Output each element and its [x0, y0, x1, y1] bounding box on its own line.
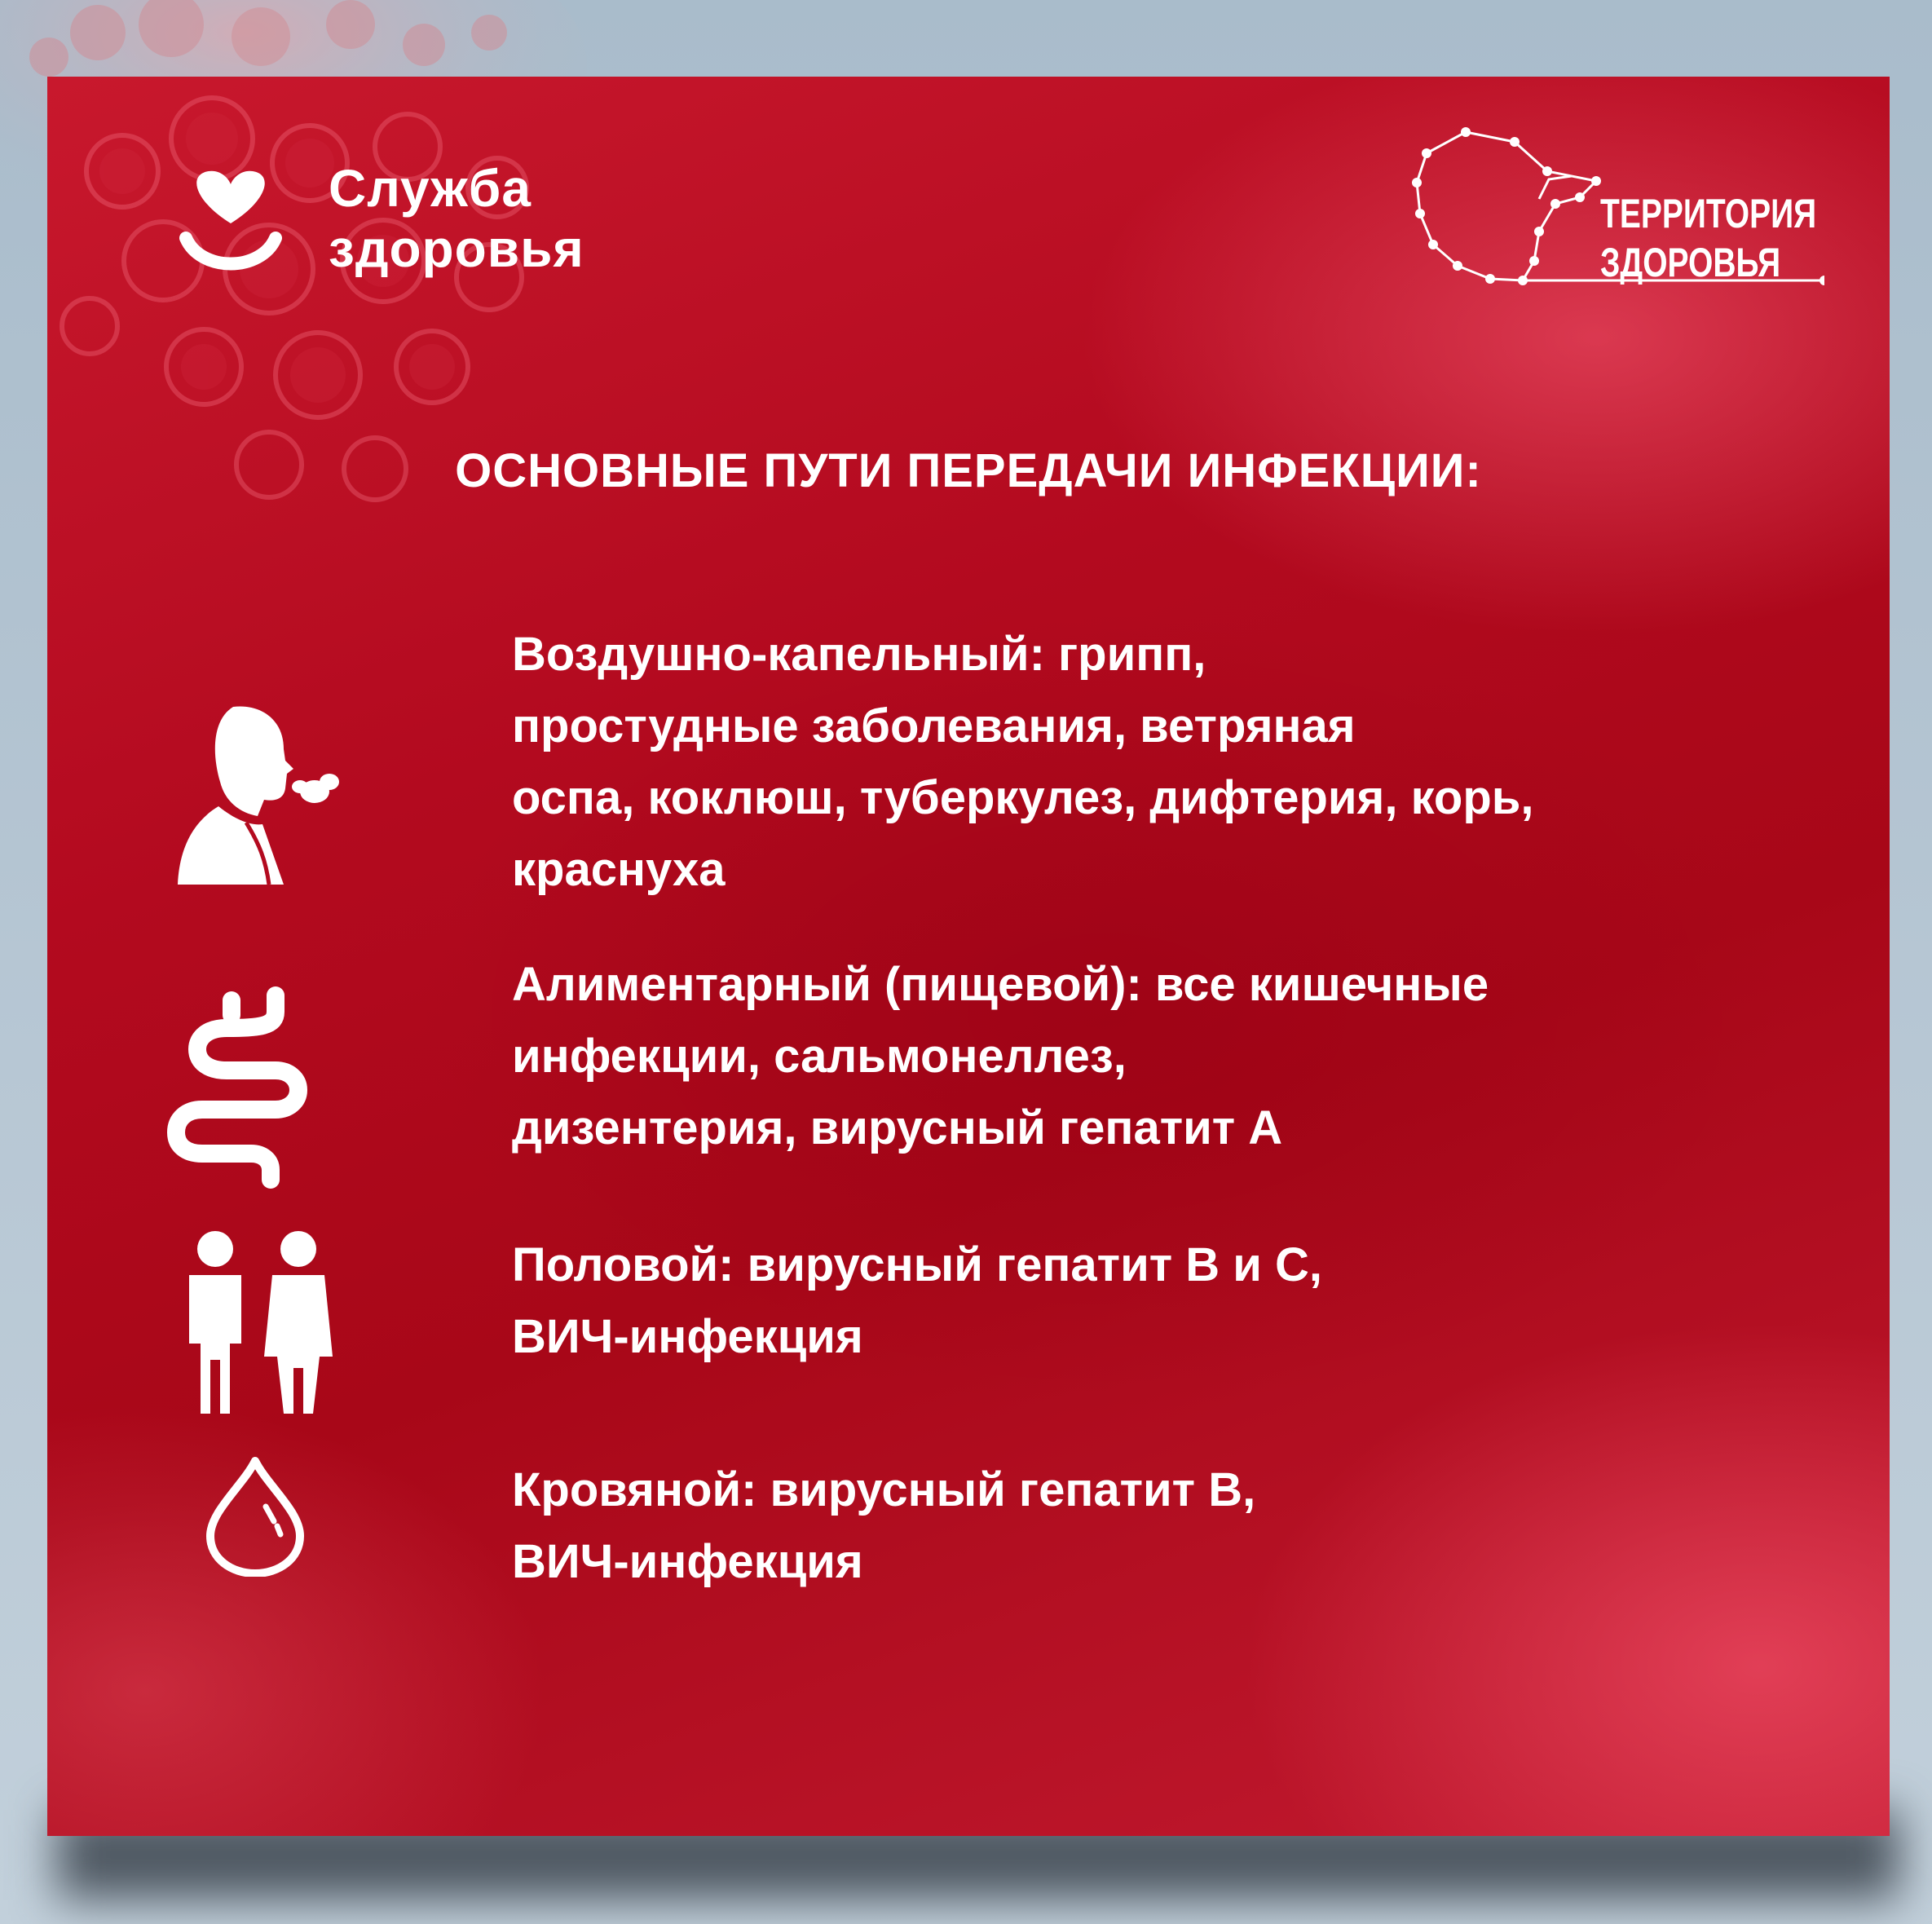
route-airborne-line3: оспа, коклюш, туберкулез, дифтерия, корь,: [512, 771, 1534, 824]
route-alimentary-line2: инфекции, сальмонеллез,: [512, 1030, 1127, 1083]
sluzhba-zdorovya-logo: [129, 158, 651, 289]
page-title: ОСНОВНЫЕ ПУТИ ПЕРЕДАЧИ ИНФЕКЦИИ:: [455, 444, 1482, 497]
route-blood-line2: ВИЧ-инфекция: [512, 1535, 863, 1588]
infographic-card: [47, 77, 1890, 1836]
heart-smile-icon: [178, 166, 284, 280]
brand-left-line2: здоровья: [329, 219, 584, 278]
route-alimentary: [47, 949, 1890, 1194]
brand-right-line2: ЗДОРОВЬЯ: [1600, 240, 1781, 285]
route-sexual: [47, 1229, 1890, 1425]
brand-left-line1: Служба: [329, 159, 532, 218]
territoriya-zdorovya-logo: [1335, 101, 1824, 313]
route-airborne-line4: краснуха: [512, 843, 726, 896]
route-alimentary-line3: дизентерия, вирусный гепатит А: [512, 1101, 1283, 1154]
route-sexual-line1: Половой: вирусный гепатит В и С,: [512, 1238, 1323, 1291]
route-blood: [47, 1454, 1890, 1650]
intestine-icon: [161, 986, 349, 1189]
route-airborne: [47, 619, 1890, 929]
route-blood-line1: Кровяной: вирусный гепатит В,: [512, 1463, 1256, 1516]
route-sexual-line2: ВИЧ-инфекция: [512, 1310, 863, 1363]
route-airborne-line1: Воздушно-капельный: грипп,: [512, 628, 1206, 681]
coughing-person-icon: [161, 700, 349, 888]
couple-icon: [161, 1229, 349, 1417]
brand-right-line1: ТЕРРИТОРИЯ: [1600, 191, 1817, 236]
route-alimentary-line1: Алиментарный (пищевой): все кишечные: [512, 958, 1489, 1011]
blood-drop-icon: [161, 1454, 349, 1577]
route-airborne-line2: простудные заболевания, ветряная: [512, 699, 1356, 752]
